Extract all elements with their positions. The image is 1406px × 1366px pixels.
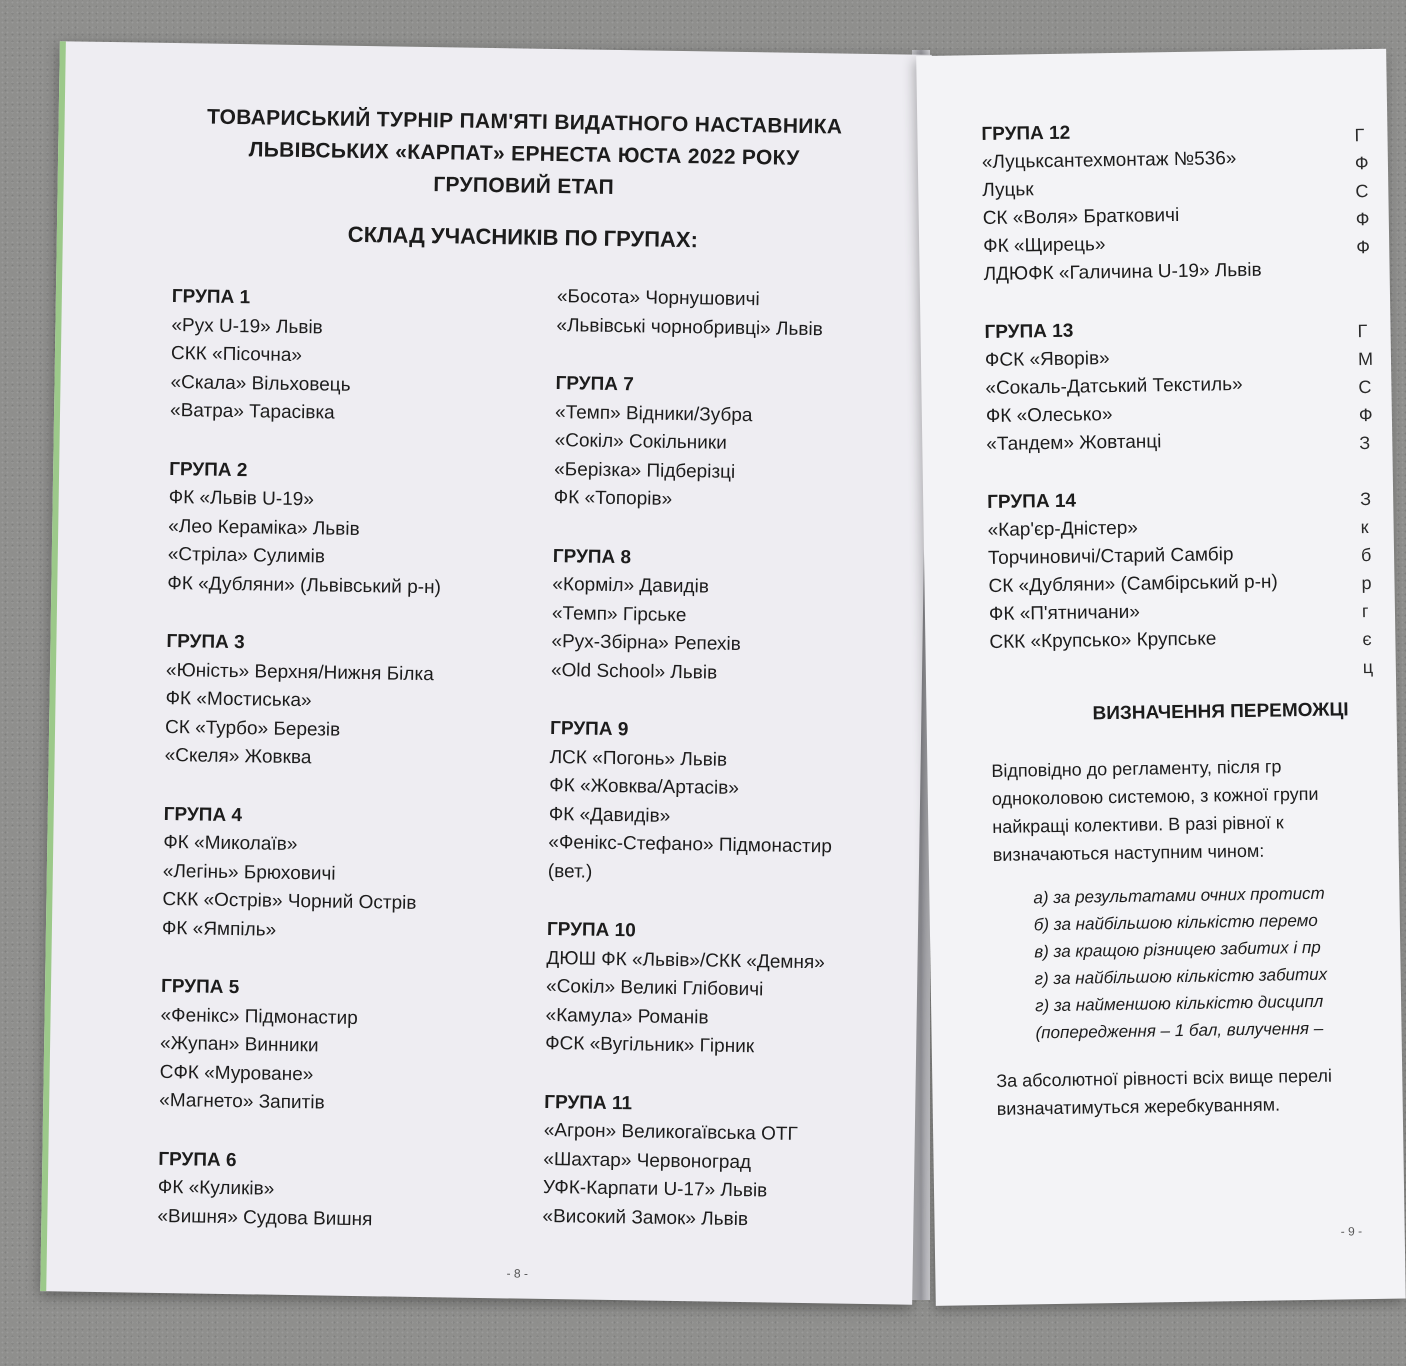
- team-name: «Тандем» Жовтанці: [986, 431, 1162, 456]
- team-name: ФК «Олесько»: [985, 404, 1113, 428]
- team-name: ФК «Жовква/Артасів»: [549, 775, 740, 799]
- groups-column-2: [542, 283, 841, 1265]
- group-block: [157, 1145, 432, 1235]
- group-block: [545, 916, 831, 1063]
- winners-heading: ВИЗНАЧЕННЯ ПЕРЕМОЖЦІ: [1092, 699, 1349, 725]
- group-title: ГРУПА 14: [987, 490, 1077, 514]
- conclusion-paragraph: [996, 1062, 1333, 1123]
- edge-letter: є: [1362, 628, 1372, 650]
- team-name: «Рух U-19» Львів: [171, 314, 323, 338]
- edge-letter: Ф: [1355, 208, 1370, 230]
- regulation-line: Відповідно до регламенту, після гр: [991, 756, 1282, 781]
- group-title: ГРУПА 9: [549, 718, 629, 741]
- group-title: ГРУПА 8: [552, 545, 632, 568]
- regulation-line: одноколовою системою, з кожної групи: [991, 783, 1319, 809]
- edge-letter: г: [1361, 601, 1369, 622]
- team-name: «Сокаль-Датський Текстиль»: [985, 373, 1243, 400]
- team-name: «Магнето» Запитів: [159, 1089, 325, 1114]
- title-line: ГРУПОВИЙ ЕТАП: [433, 173, 615, 199]
- team-name: СКК «Острів» Чорний Острів: [162, 888, 417, 914]
- group-title: ГРУПА 3: [166, 630, 245, 654]
- page-number: - 8 -: [506, 1266, 529, 1281]
- team-name: «Корміл» Давидів: [552, 574, 710, 598]
- edge-letter: Ф: [1356, 236, 1371, 258]
- groups-column-1: [157, 283, 446, 1265]
- team-name: СФК «Мурoване»: [159, 1061, 314, 1085]
- edge-letter: [1360, 457, 1375, 485]
- team-name: ФК «Куликів»: [157, 1176, 275, 1200]
- team-name: «Жупан» Винники: [159, 1032, 319, 1057]
- team-name: «Стріла» Сулимів: [167, 543, 326, 568]
- criterion-item: (попередження – 1 бал, вилучення –: [1035, 1018, 1324, 1043]
- group-block: [164, 628, 440, 775]
- regulation-line: визначаються наступним чином:: [992, 840, 1265, 865]
- group-title: ГРУПА 13: [984, 320, 1074, 344]
- group-title: ГРУПА 4: [163, 803, 243, 826]
- team-name: «Ватра» Тарасівка: [169, 400, 335, 424]
- section-subtitle: СКЛАД УЧАСНИКІВ ПО ГРУПАХ:: [347, 221, 699, 253]
- team-name: ФК «Львів U-19»: [168, 486, 315, 511]
- team-name: УФК-Карпати U-17» Львів: [542, 1176, 768, 1202]
- team-name: «Скеля» Жовква: [164, 744, 312, 769]
- regulation-paragraph: [991, 751, 1393, 869]
- team-name: «Темп» Гірське: [551, 602, 687, 626]
- edge-letter: З: [1360, 488, 1372, 510]
- team-name: «Босота» Чорнушовичі: [556, 286, 760, 311]
- group-title: ГРУПА 6: [158, 1148, 237, 1171]
- group-continuation: [556, 283, 840, 344]
- team-name: «Old School» Львів: [550, 659, 718, 684]
- team-name: ФСК «Вугільник» Гірник: [545, 1032, 755, 1058]
- team-name: «Вишня» Судова Вишня: [157, 1205, 373, 1230]
- criterion-item: б) за найбільшою кількістю перемо: [1033, 910, 1318, 935]
- group-title: ГРУПА 1: [171, 286, 251, 309]
- criterion-item: а) за результатами очних протист: [1033, 883, 1325, 908]
- title-line: ЛЬВІВСЬКИХ «КАРПАТ» ЕРНЕСТА ЮСТА 2022 РОКУ: [248, 138, 800, 170]
- criterion-item: в) за кращою різницею забитих і пр: [1034, 937, 1321, 962]
- regulation-line: найкращі колективи. В разі рівної к: [992, 812, 1284, 837]
- criterion-item: г) за найбільшою кількістю забитих: [1034, 964, 1328, 989]
- edge-letter: [1356, 261, 1371, 289]
- team-name: «Темп» Відники/Зубра: [554, 401, 753, 426]
- edge-letter: б: [1360, 544, 1372, 566]
- team-name: «Сокіл» Сокільники: [554, 430, 727, 454]
- right-page: [916, 49, 1406, 1306]
- team-name: Торчиновичі/Старий Самбір: [987, 544, 1234, 570]
- team-name: «Агрон» Великогаївська ОТГ: [543, 1119, 798, 1145]
- edge-letter: С: [1355, 180, 1369, 202]
- group-block: [159, 973, 435, 1120]
- team-name: «Рух-Збірна» Репехів: [551, 631, 741, 655]
- team-name: ФК «Щирець»: [983, 234, 1106, 258]
- group-title: ГРУПА 10: [546, 918, 636, 942]
- group-block: [987, 484, 1279, 657]
- team-name: СКК «Пісочна»: [170, 343, 303, 367]
- group-block: [170, 283, 446, 430]
- group-block: [542, 1088, 828, 1235]
- title-line: ТОВАРИСЬКИЙ ТУРНІР ПАМ'ЯТІ ВИДАТНОГО НАСТАВНИКА: [206, 105, 843, 139]
- team-name: «Камула» Романів: [545, 1004, 709, 1029]
- group-block: [984, 314, 1275, 459]
- group-block: [167, 455, 443, 602]
- group-block: [981, 117, 1273, 290]
- team-name: «Луцьксантехмонтаж №536»: [981, 148, 1237, 174]
- team-name: «Шахтар» Червоноград: [543, 1148, 752, 1173]
- team-name: (вет.): [547, 860, 593, 883]
- team-name: ФК «Топорів»: [553, 487, 673, 510]
- groups-column-3: [981, 117, 1279, 687]
- edge-letter: р: [1361, 572, 1372, 594]
- team-name: СК «Дубляни» (Самбірський р-н): [988, 571, 1278, 598]
- group-block: [548, 715, 834, 890]
- edge-letter: Г: [1357, 321, 1368, 342]
- team-name: «Високий Замок» Львів: [542, 1205, 749, 1230]
- team-name: «Берізка» Підберізці: [554, 458, 736, 483]
- team-name: СК «Турбо» Березів: [164, 716, 341, 741]
- group-block: [551, 543, 837, 690]
- team-name: ФСК «Яворів»: [984, 348, 1110, 372]
- edge-letter: С: [1358, 376, 1372, 398]
- group-title: ГРУПА 7: [555, 373, 634, 396]
- conclusion-line: визначатимуться жеребкуванням.: [996, 1094, 1281, 1119]
- edge-letter: ц: [1362, 656, 1374, 678]
- page-title: [173, 101, 874, 208]
- team-name: ФК «Миколаїв»: [163, 831, 298, 856]
- team-name: Луцьк: [982, 179, 1034, 202]
- team-name: ДЮШ ФК «Львів»/СКК «Демня»: [546, 947, 825, 973]
- team-name: «Сокіл» Великі Глібовичі: [545, 975, 764, 1001]
- team-name: «Легінь» Брюховичі: [162, 860, 336, 885]
- team-name: «Лео Кераміка» Львів: [168, 515, 360, 540]
- page-number: - 9 -: [1340, 1224, 1363, 1239]
- group-title: ГРУПА 5: [160, 975, 240, 999]
- group-title: ГРУПА 12: [981, 122, 1071, 146]
- team-name: ФК «Давидів»: [548, 803, 671, 827]
- group-title: ГРУПА 11: [544, 1091, 633, 1114]
- team-name: «Фенікс» Підмонастир: [160, 1004, 358, 1029]
- team-name: ФК «Ямпіль»: [161, 917, 277, 941]
- edge-letter: к: [1360, 517, 1369, 538]
- edge-letter: Ф: [1358, 404, 1373, 426]
- criteria-list: [1033, 880, 1328, 1047]
- team-name: «Фенікс-Стефано» Підмонастир: [548, 832, 833, 858]
- edge-letter: [1357, 289, 1372, 317]
- group-block: [162, 800, 438, 947]
- team-name: СКК «Крупсько» Крупське: [989, 628, 1217, 653]
- team-name: СК «Воля» Братковичі: [982, 204, 1180, 230]
- team-name: «Юність» Верхня/Нижня Білка: [165, 659, 434, 685]
- group-title: ГРУПА 2: [169, 458, 248, 481]
- team-name: «Кар'єр-Дністер»: [987, 517, 1139, 542]
- team-name: «Львівські чорнобривці» Львів: [556, 314, 823, 340]
- group-block: [554, 370, 840, 517]
- criterion-item: г) за найменшою кількістю дисципл: [1034, 991, 1324, 1016]
- team-name: «Скала» Вільховець: [170, 371, 351, 396]
- team-name: ЛСК «Погонь» Львів: [549, 746, 728, 771]
- team-name: ФК «П'ятничани»: [988, 601, 1141, 626]
- team-name: ЛДЮФК «Галичина U-19» Львів: [983, 259, 1262, 286]
- edge-letter: Ф: [1354, 152, 1369, 174]
- team-name: ФК «Дубляни» (Львівський р-н): [167, 572, 442, 598]
- cut-off-column-letters: [1354, 121, 1378, 681]
- edge-letter: З: [1359, 432, 1371, 454]
- team-name: ФК «Мостиська»: [165, 687, 312, 712]
- edge-letter: Г: [1354, 125, 1365, 146]
- left-page: [40, 41, 932, 1305]
- conclusion-line: За абсолютної рівності всіх вище перелі: [996, 1065, 1333, 1091]
- edge-letter: М: [1357, 348, 1374, 370]
